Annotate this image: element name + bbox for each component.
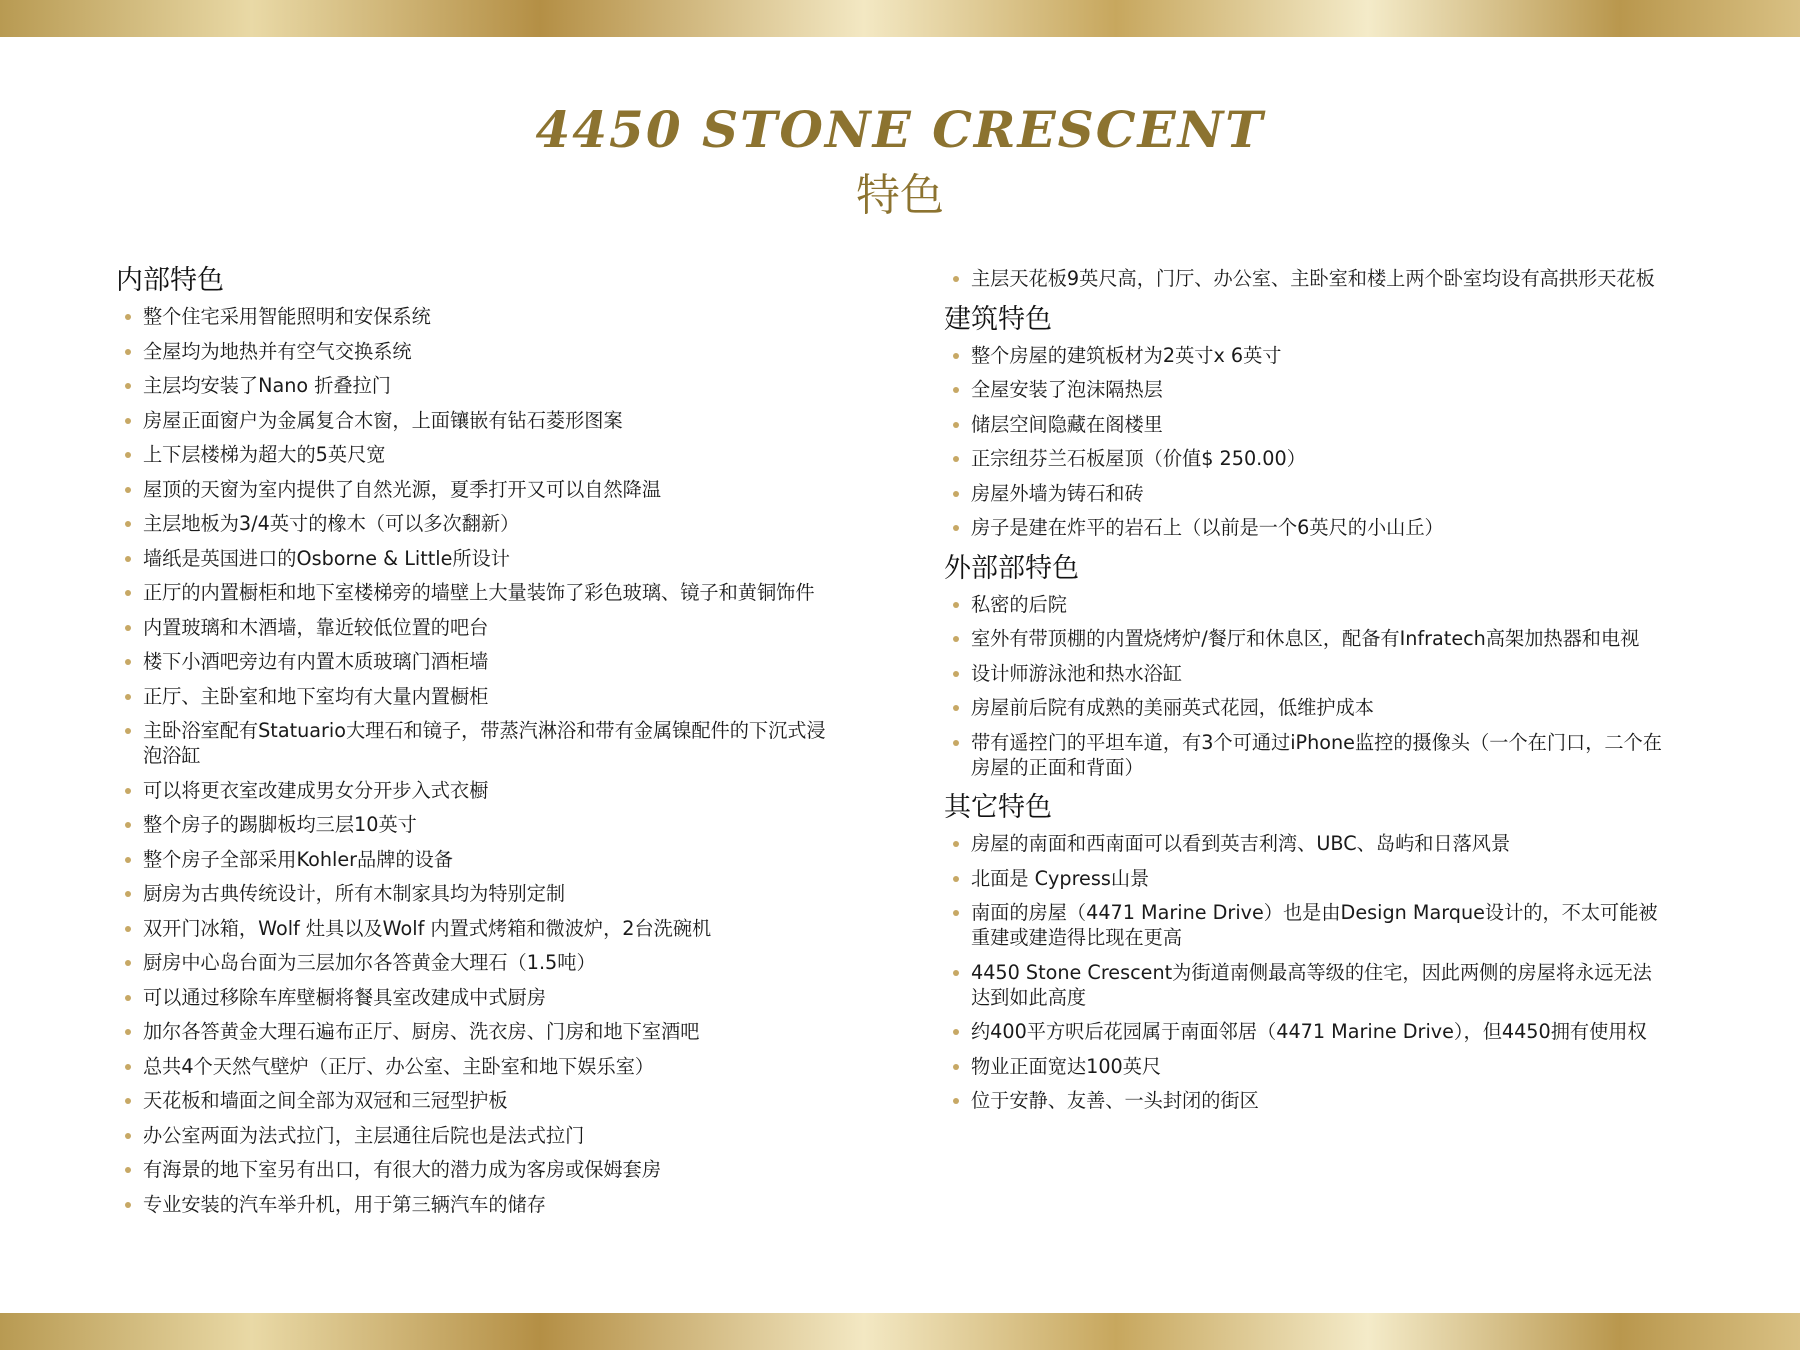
bullet-dot-icon (125, 857, 131, 863)
list-item (944, 1088, 1664, 1113)
list-item-text: 可以通过移除车库壁橱将餐具室改建成中式厨房 (143, 985, 546, 1009)
bullet-dot-icon (125, 487, 131, 493)
page-title: 4450 STONE CRESCENT (535, 100, 1265, 159)
bullet-dot-icon (125, 590, 131, 596)
feature-list (944, 592, 1664, 780)
bullet-dot-icon (953, 876, 959, 882)
list-item (944, 343, 1664, 368)
list-item (944, 960, 1664, 1010)
feature-list (944, 343, 1664, 541)
list-item-text: 室外有带顶棚的内置烧烤炉/餐厅和休息区，配备有Infratech高架加热器和电视 (971, 627, 1640, 650)
feature-list (944, 831, 1664, 1113)
bullet-dot-icon (125, 625, 131, 631)
bullet-dot-icon (125, 926, 131, 932)
bullet-dot-icon (953, 353, 959, 359)
list-item-text: 正厅的内置橱柜和地下室楼梯旁的墙壁上大量装饰了彩色玻璃、镜子和黄铜饰件 (143, 581, 815, 604)
bullet-dot-icon (953, 1064, 959, 1070)
list-item-text: 设计师游泳池和热水浴缸 (971, 661, 1183, 685)
list-item-text: 南面的房屋（4471 Marine Drive）也是由Design Marque设计的，不太可能被重建或建造得比现在更高 (971, 901, 1658, 949)
bottom-gold-band (0, 1313, 1800, 1350)
list-item-text: 天花板和墙面之间全部为双冠和三冠型护板 (143, 1089, 508, 1112)
list-item (116, 718, 826, 768)
bullet-dot-icon (125, 891, 131, 897)
list-item (116, 1123, 826, 1148)
bullet-dot-icon (953, 705, 959, 711)
list-item (116, 442, 826, 467)
list-item (116, 684, 826, 709)
list-item-text: 办公室两面为法式拉门，主层通往后院也是法式拉门 (143, 1123, 585, 1147)
list-item (116, 778, 826, 803)
list-item-text: 整个房子的踢脚板均三层10英寸 (143, 813, 417, 836)
list-item-text: 整个房子全部采用Kohler品牌的设备 (143, 847, 453, 871)
bullet-dot-icon (953, 1029, 959, 1035)
list-item (116, 1157, 826, 1182)
section-title: 内部特色 (116, 265, 224, 296)
list-item-text: 物业正面宽达100英尺 (971, 1054, 1162, 1078)
list-item (944, 626, 1664, 651)
bullet-dot-icon (125, 556, 131, 562)
bullet-dot-icon (953, 491, 959, 497)
bullet-dot-icon (953, 602, 959, 608)
left-column (116, 262, 826, 1226)
list-item (116, 408, 826, 433)
list-item (944, 831, 1664, 856)
list-item-text: 墙纸是英国进口的Osborne & Little所设计 (143, 546, 510, 570)
list-item (116, 950, 826, 975)
list-item (116, 916, 826, 941)
list-item-text: 整个住宅采用智能照明和安保系统 (143, 305, 431, 328)
section-title: 建筑特色 (944, 303, 1052, 335)
list-item-text: 整个房屋的建筑板材为2英寸x 6英寸 (971, 343, 1282, 367)
bullet-dot-icon (125, 960, 131, 966)
bullet-dot-icon (125, 1029, 131, 1035)
bullet-dot-icon (125, 418, 131, 424)
list-item-text: 房屋正面窗户为金属复合木窗，上面镶嵌有钻石菱形图案 (143, 408, 623, 432)
bullet-dot-icon (125, 1064, 131, 1070)
list-item-text: 双开门冰箱，Wolf 灶具以及Wolf 内置式烤箱和微波炉，2台洗碗机 (143, 916, 712, 940)
list-item-text: 4450 Stone Crescent为街道南侧最高等级的住宅，因此两侧的房屋将永远无法达到如此高度 (971, 960, 1652, 1009)
list-item (944, 661, 1664, 686)
bullet-dot-icon (953, 910, 959, 916)
bullet-dot-icon (125, 1098, 131, 1104)
list-item (944, 515, 1664, 540)
list-item-text: 全屋均为地热并有空气交换系统 (143, 339, 412, 363)
bullet-dot-icon (125, 788, 131, 794)
list-item (944, 695, 1664, 720)
feature-list (116, 304, 826, 1217)
bullet-dot-icon (953, 276, 959, 282)
feature-list (944, 266, 1664, 291)
list-item-text: 专业安装的汽车举升机，用于第三辆汽车的储存 (143, 1192, 546, 1216)
bullet-dot-icon (125, 314, 131, 320)
list-item (944, 412, 1664, 437)
list-item (116, 304, 826, 329)
bullet-dot-icon (125, 452, 131, 458)
list-item-text: 正厅、主卧室和地下室均有大量内置橱柜 (143, 684, 489, 708)
list-item (116, 580, 826, 605)
bullet-dot-icon (953, 387, 959, 393)
list-item (116, 649, 826, 674)
list-item-text: 房屋的南面和西南面可以看到英吉利湾、UBC、岛屿和日落风景 (971, 832, 1511, 855)
list-item-text: 楼下小酒吧旁边有内置木质玻璃门酒柜墙 (143, 650, 489, 673)
list-item-text: 主层地板为3/4英寸的橡木（可以多次翻新） (143, 512, 520, 535)
bullet-dot-icon (125, 521, 131, 527)
list-item-text: 位于安静、友善、一头封闭的街区 (971, 1089, 1259, 1112)
bullet-dot-icon (953, 671, 959, 677)
list-item-text: 房屋外墙为铸石和砖 (971, 481, 1144, 505)
bullet-dot-icon (125, 1133, 131, 1139)
list-item-text: 房子是建在炸平的岩石上（以前是一个6英尺的小山丘） (971, 516, 1444, 539)
list-item (116, 1019, 826, 1044)
list-item-text: 厨房为古典传统设计，所有木制家具均为特别定制 (143, 882, 566, 905)
section-title: 外部部特色 (944, 552, 1079, 584)
bullet-dot-icon (953, 1098, 959, 1104)
list-item (944, 866, 1664, 891)
bullet-dot-icon (953, 525, 959, 531)
list-item (116, 881, 826, 906)
list-item-text: 加尔各答黄金大理石遍布正厅、厨房、洗衣房、门房和地下室酒吧 (143, 1020, 700, 1043)
list-item-text: 主卧浴室配有Statuario大理石和镜子，带蒸汽淋浴和带有金属镍配件的下沉式浸泡浴缸 (143, 719, 826, 767)
list-item (116, 847, 826, 872)
list-item-text: 房屋前后院有成熟的美丽英式花园，低维护成本 (971, 696, 1374, 719)
bullet-dot-icon (953, 740, 959, 746)
list-item-text: 厨房中心岛台面为三层加尔各答黄金大理石（1.5吨） (143, 951, 596, 974)
list-item (116, 511, 826, 536)
bullet-dot-icon (125, 694, 131, 700)
list-item-text: 北面是 Cypress山景 (971, 866, 1150, 890)
list-item (944, 1054, 1664, 1079)
list-item-text: 带有遥控门的平坦车道，有3个可通过iPhone监控的摄像头（一个在门口，二个在房屋的正面和背面） (971, 730, 1662, 779)
list-item (944, 266, 1664, 291)
bullet-dot-icon (953, 422, 959, 428)
bullet-dot-icon (953, 636, 959, 642)
list-item-text: 主层均安装了Nano 折叠拉门 (143, 374, 391, 397)
list-item (116, 339, 826, 364)
list-item (116, 546, 826, 571)
list-item (116, 615, 826, 640)
list-item-text: 总共4个天然气壁炉（正厅、办公室、主卧室和地下娱乐室） (143, 1054, 655, 1078)
bullet-dot-icon (125, 1202, 131, 1208)
bullet-dot-icon (953, 456, 959, 462)
list-item (116, 812, 826, 837)
list-item-text: 全屋安装了泡沫隔热层 (971, 378, 1163, 401)
list-item-text: 私密的后院 (971, 592, 1067, 616)
bullet-dot-icon (125, 822, 131, 828)
list-item-text: 约400平方呎后花园属于南面邻居（4471 Marine Drive），但4450拥有使用权 (971, 1020, 1647, 1043)
list-item-text: 屋顶的天窗为室内提供了自然光源，夏季打开又可以自然降温 (143, 477, 662, 501)
list-item-text: 有海景的地下室另有出口，有很大的潜力成为客房或保姆套房 (143, 1158, 662, 1181)
list-item (944, 377, 1664, 402)
list-item (116, 985, 826, 1010)
bullet-dot-icon (125, 383, 131, 389)
list-item (116, 373, 826, 398)
bullet-dot-icon (953, 970, 959, 976)
list-item-text: 上下层楼梯为超大的5英尺宽 (143, 443, 386, 466)
list-item (944, 446, 1664, 471)
top-gold-band (0, 0, 1800, 37)
section-title: 其它特色 (944, 792, 1052, 823)
list-item-text: 可以将更衣室改建成男女分开步入式衣橱 (143, 778, 489, 802)
bullet-dot-icon (125, 659, 131, 665)
list-item-text: 正宗纽芬兰石板屋顶（价值$ 250.00） (971, 447, 1306, 470)
bullet-dot-icon (125, 995, 131, 1001)
list-item (944, 592, 1664, 617)
list-item (116, 1192, 826, 1217)
list-item-text: 储层空间隐藏在阁楼里 (971, 412, 1163, 436)
list-item (116, 1054, 826, 1079)
list-item (944, 481, 1664, 506)
list-item-text: 主层天花板9英尺高，门厅、办公室、主卧室和楼上两个卧室均设有高拱形天花板 (971, 267, 1655, 290)
page-subtitle: 特色 (856, 170, 944, 221)
list-item (116, 477, 826, 502)
bullet-dot-icon (953, 841, 959, 847)
bullet-dot-icon (125, 728, 131, 734)
list-item (944, 900, 1664, 950)
list-item (944, 730, 1664, 780)
list-item-text: 内置玻璃和木酒墙，靠近较低位置的吧台 (143, 615, 489, 639)
bullet-dot-icon (125, 1167, 131, 1173)
list-item (944, 1019, 1664, 1044)
list-item (116, 1088, 826, 1113)
right-column (944, 266, 1664, 1123)
bullet-dot-icon (125, 349, 131, 355)
